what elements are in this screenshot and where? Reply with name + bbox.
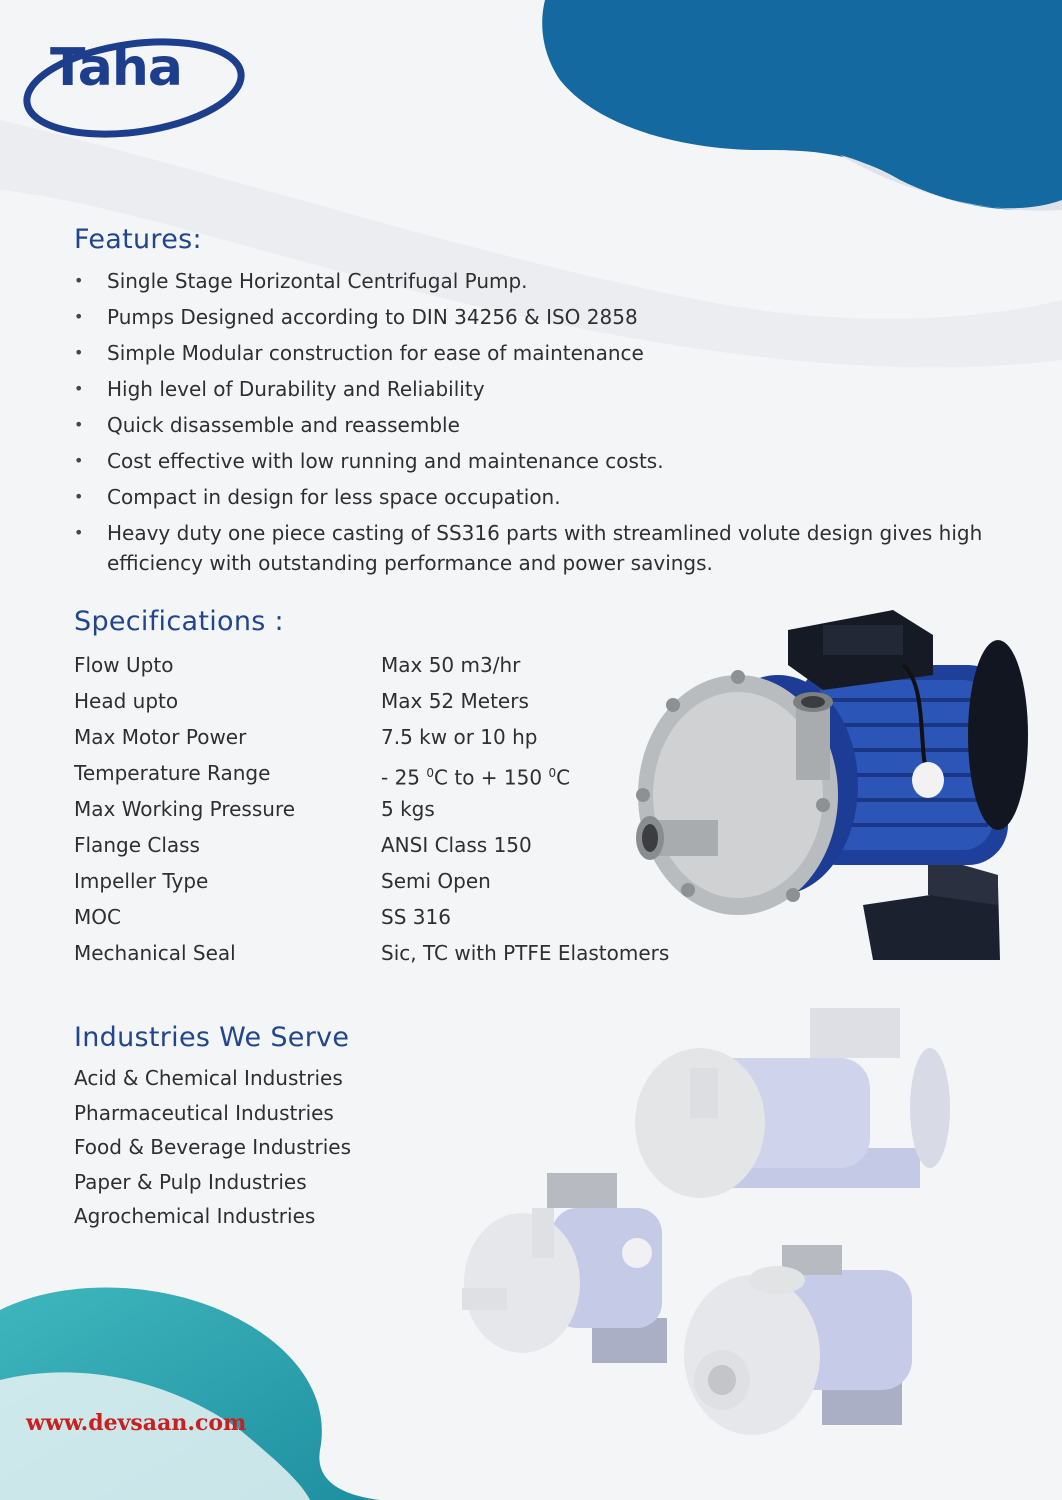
feature-item: • Cost effective with low running and maintenance costs. xyxy=(74,446,1004,476)
spec-label: Mechanical Seal xyxy=(74,941,236,965)
spec-row xyxy=(74,902,714,938)
industries-list xyxy=(74,1063,351,1236)
specifications-title: Specifications : xyxy=(74,606,284,637)
spec-label: Temperature Range xyxy=(74,761,271,785)
spec-value: Sic, TC with PTFE Elastomers xyxy=(381,941,670,965)
pump-image xyxy=(628,605,1038,967)
specifications-table xyxy=(74,650,714,974)
spec-row xyxy=(74,650,714,686)
spec-row xyxy=(74,686,714,722)
features-list xyxy=(74,266,1004,584)
spec-label: Head upto xyxy=(74,689,179,713)
bullet-icon: • xyxy=(74,415,84,434)
bullet-icon: • xyxy=(74,487,84,506)
spec-value: - 25 $^0$C to + 150 $^0$C xyxy=(381,765,571,790)
spec-label: Max Working Pressure xyxy=(74,797,296,821)
spec-label: Flow Upto xyxy=(74,653,174,677)
spec-row xyxy=(74,938,714,974)
industry-item: Pharmaceutical Industries xyxy=(74,1100,334,1125)
industry-item: Agrochemical Industries xyxy=(74,1204,316,1229)
industry-item: Acid & Chemical Industries xyxy=(74,1066,343,1090)
spec-value: 5 kgs xyxy=(381,797,435,821)
feature-item: • Heavy duty one piece casting of SS316 parts with streamlined volute design gives high efficiency with outstanding performance and power savings. xyxy=(74,518,1004,578)
spec-label: Max Motor Power xyxy=(74,725,247,749)
feature-item: • Simple Modular construction for ease of maintenance xyxy=(74,338,1004,368)
bullet-icon: • xyxy=(74,451,84,470)
spec-label: Impeller Type xyxy=(74,869,209,893)
spec-value: 7.5 kw or 10 hp xyxy=(381,725,538,749)
bullet-icon: • xyxy=(74,343,84,362)
spec-row xyxy=(74,830,714,866)
logo-text: Taha xyxy=(50,38,182,98)
faded-pump-image xyxy=(462,1168,674,1368)
industry-item: Food & Beverage Industries xyxy=(74,1135,351,1160)
faded-pump-image xyxy=(682,1240,922,1440)
spec-row xyxy=(74,722,714,758)
spec-row xyxy=(74,866,714,902)
feature-item: • Quick disassemble and reassemble xyxy=(74,410,1004,440)
spec-row xyxy=(74,794,714,830)
spec-value: ANSI Class 150 xyxy=(381,833,532,857)
spec-row xyxy=(74,758,714,794)
spec-label: Flange Class xyxy=(74,833,200,857)
website-link[interactable]: www.devsaan.com xyxy=(26,1410,247,1436)
industries-title: Industries We Serve xyxy=(74,1022,350,1053)
features-title: Features: xyxy=(74,224,202,255)
industry-item: Paper & Pulp Industries xyxy=(74,1169,307,1194)
feature-item: • Single Stage Horizontal Centrifugal Pump. xyxy=(74,266,1004,296)
bullet-icon: • xyxy=(74,307,84,326)
spec-value: Max 50 m3/hr xyxy=(381,653,521,677)
top-blue-wave xyxy=(542,0,1062,210)
spec-value: SS 316 xyxy=(381,905,451,929)
feature-item: • High level of Durability and Reliability xyxy=(74,374,1004,404)
spec-value: Max 52 Meters xyxy=(381,689,529,713)
bullet-icon: • xyxy=(74,379,84,398)
bullet-icon: • xyxy=(74,523,84,542)
feature-item: • Compact in design for less space occupation. xyxy=(74,482,1004,512)
bullet-icon: • xyxy=(74,271,84,290)
spec-value: Semi Open xyxy=(381,869,491,893)
spec-label: MOC xyxy=(74,905,121,929)
feature-item: • Pumps Designed according to DIN 34256 & ISO 2858 xyxy=(74,302,1004,332)
faded-pump-image xyxy=(630,998,950,1223)
